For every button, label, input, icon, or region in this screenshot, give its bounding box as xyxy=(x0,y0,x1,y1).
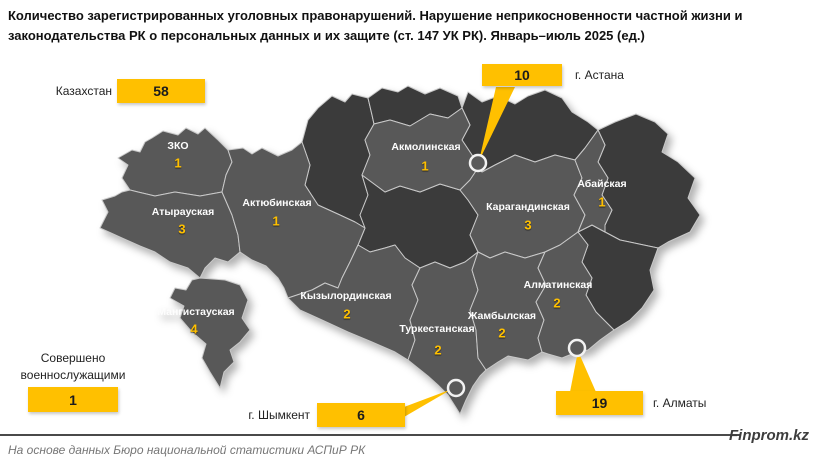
region-value-kyzylorda: 2 xyxy=(343,306,351,322)
almaty-label: г. Алматы xyxy=(653,396,707,410)
city-marker-almaty xyxy=(569,340,585,356)
region-label-zhambyl: Жамбылская xyxy=(467,309,537,322)
callout-pointer-almaty xyxy=(570,351,596,392)
region-label-karaganda: Карагандинская xyxy=(486,200,570,213)
shymkent-value-badge: 6 xyxy=(317,403,405,427)
region-value-turkistan: 2 xyxy=(434,342,442,358)
region-value-abai: 1 xyxy=(598,194,606,210)
military-value-badge: 1 xyxy=(28,387,118,412)
source-note: На основе данных Бюро национальной статистики АСПиР РК xyxy=(8,443,366,457)
region-value-zko: 1 xyxy=(174,155,182,171)
brand-logo: Finprom.kz xyxy=(728,427,809,444)
region-label-atyrau: Атырауская xyxy=(151,205,215,218)
region-label-aktobe: Актюбинская xyxy=(242,196,312,209)
region-label-zko: ЗКО xyxy=(167,139,189,152)
city-marker-shymkent xyxy=(448,380,464,396)
page-title: Количество зарегистрированных уголовных правонарушений. Нарушение неприкосновенности частной жизни и законодательства РК о персональных данных и их защите (ст. 147 УК РК). Январь–июль 2025 (ед.) xyxy=(8,8,743,43)
region-atyrau xyxy=(100,190,240,278)
region-value-zhambyl: 2 xyxy=(498,325,506,341)
national-label: Казахстан xyxy=(55,84,112,98)
region-label-akmola: Акмолинская xyxy=(391,140,461,153)
region-value-almaty_region: 2 xyxy=(553,295,561,311)
city-marker-astana xyxy=(470,155,486,171)
astana-label: г. Астана xyxy=(575,68,624,82)
almaty-value-badge: 19 xyxy=(556,391,643,415)
national-value-badge: 58 xyxy=(117,79,205,103)
region-label-mangystau: Мангистауская xyxy=(157,305,235,318)
region-value-aktobe: 1 xyxy=(272,213,280,229)
region-label-abai: Абайская xyxy=(577,177,627,190)
region-value-mangystau: 4 xyxy=(190,321,198,337)
region-value-atyrau: 3 xyxy=(178,221,186,237)
region-label-turkistan: Туркестанская xyxy=(399,322,475,335)
region-value-karaganda: 3 xyxy=(524,217,532,233)
callout-pointer-shymkent xyxy=(404,389,452,417)
footer-divider xyxy=(0,434,741,436)
shymkent-label: г. Шымкент xyxy=(248,408,310,422)
astana-value-badge: 10 xyxy=(482,64,562,86)
region-mangystau xyxy=(170,278,250,388)
region-label-kyzylorda: Кызылординская xyxy=(300,289,392,302)
region-label-almaty_region: Алматинская xyxy=(523,278,593,291)
region-value-akmola: 1 xyxy=(421,158,429,174)
military-label: Совершено военнослужащими xyxy=(20,351,126,382)
